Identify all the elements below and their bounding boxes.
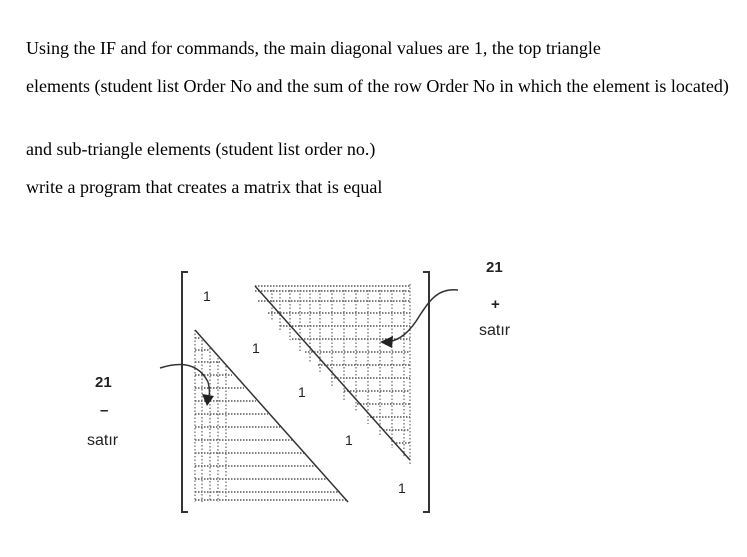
lower-triangle-vertical-hatching	[195, 330, 226, 502]
diagonal-value-1: 1	[203, 288, 211, 304]
lower-label-word: satır	[87, 432, 119, 449]
upper-label-word: satır	[479, 322, 511, 339]
instruction-line-1: Using the IF and for commands, the main diagonal values are 1, the top triangle	[26, 38, 601, 58]
diagonal-value-3: 1	[298, 384, 306, 400]
matrix-left-bracket	[182, 272, 188, 512]
instruction-line-4: write a program that creates a matrix that is equal	[26, 177, 383, 197]
diagonal-value-5: 1	[398, 480, 406, 496]
instruction-line-2: elements (student list Order No and the sum of the row Order No in which the element is located)	[26, 76, 729, 96]
lower-triangle-diagonal	[195, 330, 348, 502]
diagonal-value-4: 1	[345, 432, 353, 448]
lower-label-operator: –	[100, 402, 109, 419]
diagonal-value-2: 1	[252, 340, 260, 356]
upper-arrow-head	[380, 336, 393, 348]
matrix-right-bracket	[423, 272, 429, 512]
instruction-line-3: and sub-triangle elements (student list order no.)	[26, 139, 376, 159]
lower-label-number: 21	[95, 374, 112, 391]
upper-label-operator: +	[491, 296, 500, 313]
upper-arrow-line	[388, 290, 458, 342]
upper-label-number: 21	[486, 259, 503, 276]
lower-arrow-head	[202, 394, 214, 406]
